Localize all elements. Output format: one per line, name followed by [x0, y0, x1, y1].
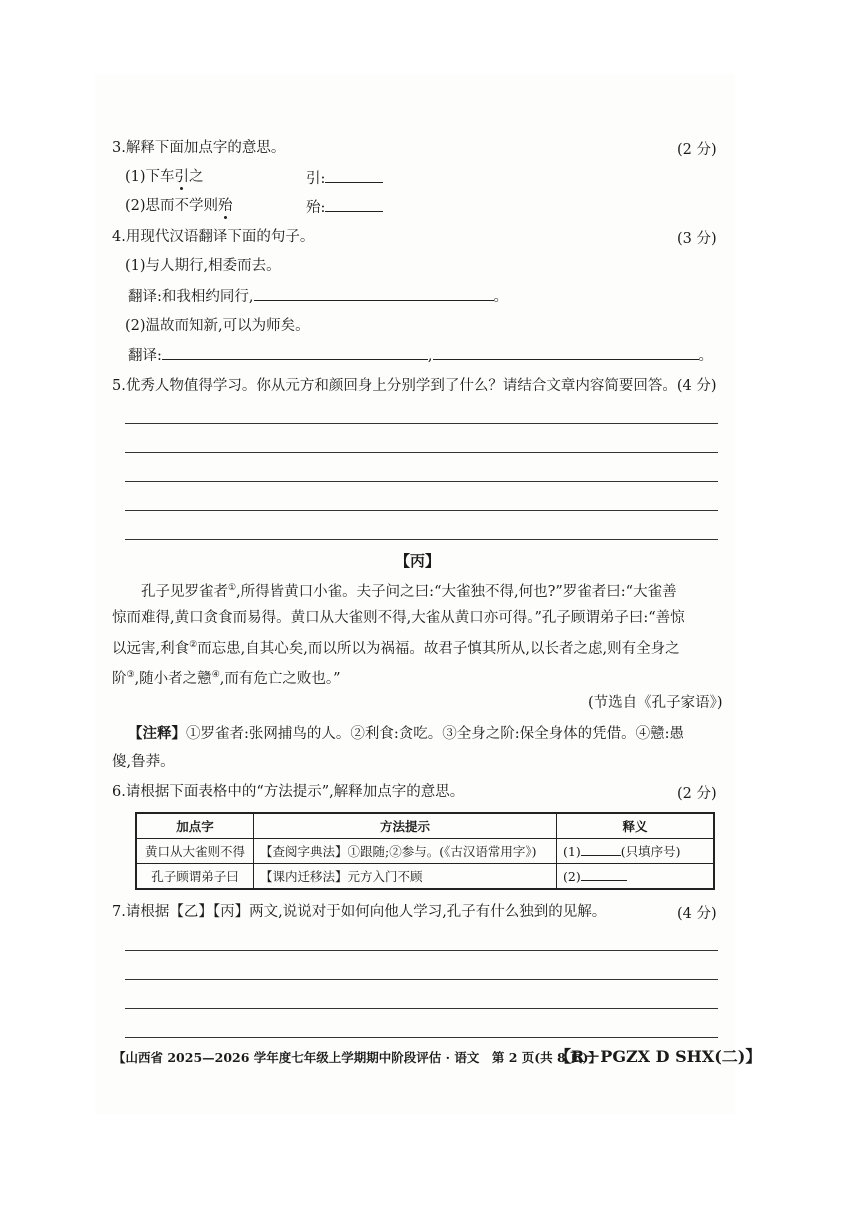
- q5-stem: 5.优秀人物值得学习。你从元方和颜回身上分别学到了什么？请结合文章内容简要回答。(4 分): [112, 378, 717, 394]
- q3-item-1: [125, 167, 204, 187]
- passage-bing-text: [112, 575, 685, 692]
- q4-score: (3 分): [677, 231, 717, 247]
- passage-line-1-a: 孔子见罗雀者: [141, 583, 228, 600]
- q3-answer-2-label: 殆:: [306, 200, 326, 216]
- q5-answer-line-4[interactable]: [125, 510, 718, 511]
- q4-translation-2-comma: ,: [427, 348, 433, 364]
- q3-answer-1-label: 引:: [306, 171, 326, 187]
- q3-answer-1[interactable]: [306, 168, 383, 189]
- row-2-hint: 【课内迁移法】元方入门不顾: [254, 864, 557, 890]
- q3-stem: 3.解释下面加点字的意思。: [112, 140, 286, 156]
- q4-translation-2[interactable]: [128, 345, 713, 366]
- footnote-mark-4: ④: [211, 670, 220, 681]
- q7-stem: 7.请根据【乙】【丙】两文,说说对于如何向他人学习,孔子有什么独到的见解。: [112, 904, 607, 920]
- q7-answer-line-1[interactable]: [125, 950, 718, 951]
- q3-item-1-pre: (1)下车: [125, 169, 175, 185]
- passage-line-4-b: ,随小者之戆: [134, 670, 212, 687]
- q3-item-2-pre: (2)思而不学则: [125, 198, 219, 214]
- q4-translation-1-end: 。: [493, 289, 508, 305]
- footnote-mark-3: ③: [126, 670, 135, 681]
- row-1-answer[interactable]: [557, 839, 715, 864]
- q3-answer-2-blank[interactable]: [325, 197, 383, 212]
- row-1-word: 黄口从大雀则不得: [136, 839, 254, 864]
- passage-line-1-b: ,所得皆黄口小雀。夫子问之曰:“大雀独不得,何也?”罗雀者曰:“大雀善: [236, 583, 677, 600]
- footnote-mark-2: ②: [189, 639, 198, 650]
- q5-answer-line-2[interactable]: [125, 452, 718, 453]
- q4-translation-2-blank-a[interactable]: [162, 345, 428, 360]
- q4-translation-2-prefix: 翻译:: [128, 348, 162, 364]
- q4-translation-1-blank[interactable]: [254, 286, 494, 301]
- q4-translation-2-blank-b[interactable]: [433, 345, 699, 360]
- row-1-hint: 【查阅字典法】①跟随;②参与。(《古汉语常用字》): [254, 839, 557, 864]
- method-table: [135, 812, 715, 890]
- q7-score: (4 分): [677, 906, 717, 922]
- header-method-hint: 方法提示: [254, 813, 557, 839]
- q5-answer-line-5[interactable]: [125, 539, 718, 540]
- row-1-answer-blank[interactable]: [581, 843, 621, 856]
- passage-line-3-a: 以远害,利食: [112, 640, 190, 657]
- notes-label: 【注释】: [128, 725, 186, 742]
- row-2-answer[interactable]: [557, 864, 715, 890]
- notes-text-1: ①罗雀者:张网捕鸟的人。②利食:贪吃。③全身之阶:保全身体的凭借。④戆:愚: [186, 726, 685, 742]
- row-2-answer-prefix: (2): [563, 869, 581, 884]
- passage-line-2: 惊而难得,黄口贪食而易得。黄口从大雀则不得,大雀从黄口亦可得。”孔子顾谓弟子曰:“善惊: [112, 610, 685, 627]
- header-dotted-char: 加点字: [136, 813, 254, 839]
- passage-line-3-b: 而忘患,自其心矣,而以所以为祸福。故君子慎其所从,以长者之虑,则有全身之: [197, 640, 680, 657]
- footnote-mark-1: ①: [228, 583, 237, 593]
- q4-translation-1-prefix: 翻译:和我相约同行,: [128, 289, 254, 305]
- q4-sentence-1: (1)与人期行,相委而去。: [125, 258, 281, 274]
- row-2-word: 孔子顾谓弟子曰: [136, 864, 254, 890]
- passage-line-1: [112, 575, 685, 605]
- table-row: [136, 864, 714, 890]
- q4-translation-1[interactable]: [128, 286, 508, 307]
- passage-line-3: [112, 632, 685, 662]
- q4-stem: 4.用现代汉语翻译下面的句子。: [112, 229, 315, 245]
- row-2-answer-blank[interactable]: [581, 868, 627, 881]
- row-1-answer-note: (只填序号): [620, 844, 681, 859]
- q3-answer-2[interactable]: [306, 197, 383, 218]
- passage-source: (节选自《孔子家语》): [588, 695, 723, 711]
- q6-score: (2 分): [677, 786, 717, 802]
- q3-item-1-post: 之: [189, 169, 204, 185]
- q3-item-2: [125, 196, 233, 216]
- q3-score: (2 分): [677, 142, 717, 158]
- q3-answer-1-blank[interactable]: [325, 168, 383, 183]
- paper-code: 【R－PGZX D SHX(二)】: [555, 1047, 762, 1066]
- passage-bing-title: 【丙】: [395, 552, 441, 570]
- table-row: [136, 839, 714, 864]
- q3-item-1-dotted-char: 引: [174, 169, 190, 185]
- page-footer: 【山西省 2025—2026 学年度七年级上学期期中阶段评估 · 语文 第 2 页(共 8 页)】: [113, 1050, 601, 1065]
- q7-answer-line-3[interactable]: [125, 1008, 718, 1009]
- q4-sentence-2: (2)温故而知新,可以为师矣。: [125, 318, 310, 334]
- q5-answer-line-1[interactable]: [125, 423, 718, 424]
- header-meaning: 释义: [557, 813, 715, 839]
- q7-answer-line-2[interactable]: [125, 979, 718, 980]
- q6-stem: 6.请根据下面表格中的“方法提示”,解释加点字的意思。: [112, 784, 465, 800]
- passage-line-4-a: 阶: [112, 670, 127, 687]
- q7-answer-line-4[interactable]: [125, 1037, 718, 1038]
- q5-answer-line-3[interactable]: [125, 481, 718, 482]
- passage-line-4-c: ,而有危亡之败也。”: [219, 670, 341, 687]
- row-1-answer-prefix: (1): [563, 844, 581, 859]
- q3-item-2-dotted-char: 殆: [218, 198, 233, 214]
- passage-notes-line-1: [128, 724, 684, 744]
- q4-translation-2-end: 。: [698, 348, 713, 364]
- passage-notes-line-2: 傻,鲁莽。: [112, 754, 175, 770]
- passage-line-4: [112, 662, 685, 692]
- method-table-header: [136, 813, 714, 839]
